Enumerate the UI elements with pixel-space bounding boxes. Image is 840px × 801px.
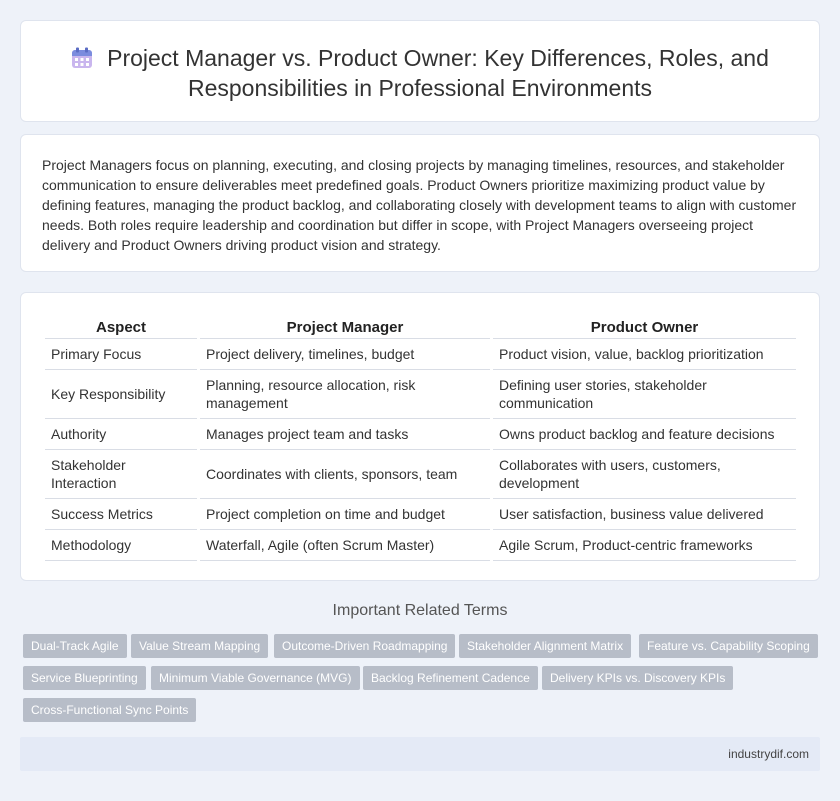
- header-aspect: Aspect: [45, 317, 197, 339]
- footer-site-link[interactable]: industrydif.com: [728, 747, 809, 761]
- table-row: [45, 339, 796, 370]
- table-cell-product-owner: Agile Scrum, Product-centric frameworks: [493, 530, 796, 561]
- table-cell-project-manager: Planning, resource allocation, risk management: [200, 370, 490, 419]
- related-term-tag[interactable]: Backlog Refinement Cadence: [363, 666, 538, 690]
- table-cell-project-manager: Waterfall, Agile (often Scrum Master): [200, 530, 490, 561]
- related-term-tag[interactable]: Outcome-Driven Roadmapping: [274, 634, 455, 658]
- header-project-manager: Project Manager: [200, 317, 490, 339]
- summary-card: [20, 134, 820, 272]
- table-row: [45, 370, 796, 419]
- table-header-row: [45, 317, 796, 339]
- table-cell-project-manager: Project completion on time and budget: [200, 499, 490, 530]
- table-cell-product-owner: Owns product backlog and feature decisions: [493, 419, 796, 450]
- comparison-table-card: [20, 292, 820, 581]
- header-product-owner: Product Owner: [493, 317, 796, 339]
- related-term-tag[interactable]: Service Blueprinting: [23, 666, 146, 690]
- related-term-tag[interactable]: Dual-Track Agile: [23, 634, 127, 658]
- table-cell-aspect: Success Metrics: [45, 499, 197, 530]
- table-cell-product-owner: Collaborates with users, customers, development: [493, 450, 796, 499]
- footer: [20, 737, 820, 771]
- related-term-tag[interactable]: Cross-Functional Sync Points: [23, 698, 196, 722]
- table-cell-aspect: Primary Focus: [45, 339, 197, 370]
- related-term-tag[interactable]: Minimum Viable Governance (MVG): [151, 666, 360, 690]
- table-cell-aspect: Key Responsibility: [45, 370, 197, 419]
- related-term-tag[interactable]: Stakeholder Alignment Matrix: [459, 634, 631, 658]
- table-cell-project-manager: Coordinates with clients, sponsors, team: [200, 450, 490, 499]
- related-terms-title: Important Related Terms: [332, 602, 508, 619]
- table-cell-aspect: Stakeholder Interaction: [45, 450, 197, 499]
- title-card: [20, 20, 820, 122]
- table-cell-aspect: Methodology: [45, 530, 197, 561]
- comparison-table: [42, 317, 799, 561]
- table-cell-project-manager: Manages project team and tasks: [200, 419, 490, 450]
- table-cell-project-manager: Project delivery, timelines, budget: [200, 339, 490, 370]
- table-row: [45, 530, 796, 561]
- related-term-tag[interactable]: Value Stream Mapping: [131, 634, 268, 658]
- table-row: [45, 419, 796, 450]
- table-cell-product-owner: Product vision, value, backlog prioritization: [493, 339, 796, 370]
- page-title-text: Project Manager vs. Product Owner: Key Differences, Roles, and Responsibilities in Professional Environments: [107, 45, 769, 101]
- page-title: [41, 43, 799, 103]
- table-cell-product-owner: Defining user stories, stakeholder communication: [493, 370, 796, 419]
- calendar-icon: [71, 47, 93, 69]
- summary-text: Project Managers focus on planning, executing, and closing projects by managing timelines, resources, and stakeholder communication to ensure deliverables meet predefined goals. Product Owners prioritize maximizing product value by defining features, managing the product backlog, and collaborating closely with development teams to align with customer needs. Both roles require leadership and coordination but differ in scope, with Project Managers overseeing project delivery and Product Owners driving product vision and strategy.: [42, 157, 797, 253]
- table-cell-aspect: Authority: [45, 419, 197, 450]
- related-term-tag[interactable]: Feature vs. Capability Scoping: [639, 634, 818, 658]
- table-row: [45, 499, 796, 530]
- related-term-tag[interactable]: Delivery KPIs vs. Discovery KPIs: [542, 666, 733, 690]
- table-row: [45, 450, 796, 499]
- table-cell-product-owner: User satisfaction, business value delivered: [493, 499, 796, 530]
